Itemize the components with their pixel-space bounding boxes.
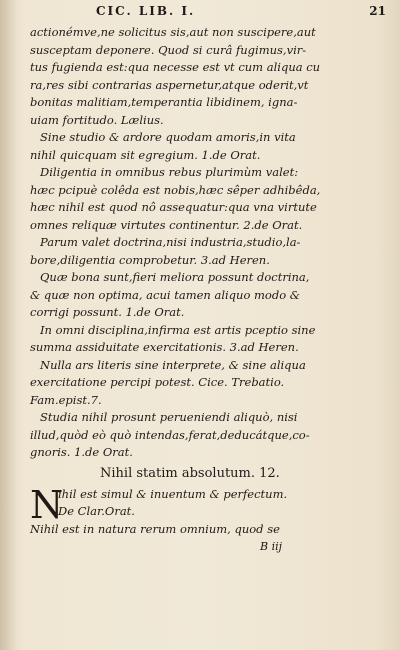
section-heading: Nihil statim absolutum. 12.: [100, 465, 280, 481]
text-line: omnes reliquæ virtutes continentur. 2.de Orat.: [30, 217, 303, 232]
text-line: illud,quòd eò quò intendas,ferat,deducátque,co-: [30, 427, 310, 442]
text-line: De Clar.Orat.: [58, 504, 135, 518]
text-line: corrigi possunt. 1.de Orat.: [30, 305, 185, 319]
drop-cap-letter: N: [30, 482, 64, 527]
text-line: susceptam deponere. Quod si curâ fugimus,vir-: [30, 42, 307, 57]
running-title: CIC. LIB. I.: [96, 4, 196, 18]
text-line: exercitatione percipi potest. Cice. Trebatio.: [30, 375, 285, 389]
text-line: Nulla ars literis sine interprete, & sine aliqua: [40, 357, 306, 372]
text-line: Quæ bona sunt,fieri meliora possunt doctrina,: [40, 270, 310, 284]
text-line: bonitas malitiam,temperantia libidinem, igna-: [30, 95, 298, 109]
text-line: actionémve,ne solicitus sis,aut non suscipere,aut: [30, 25, 316, 39]
text-line: ra,res sibi contrarias aspernetur,atque oderit,vt: [30, 77, 309, 92]
text-line: Diligentia in omnibus rebus plurimùm valet:: [40, 165, 299, 179]
text-line: Studia nihil prosunt perueniendi aliquò, nisi: [40, 410, 298, 424]
text-line: gnoris. 1.de Orat.: [30, 445, 133, 459]
text-line: & quæ non optima, acui tamen aliquo modo &: [30, 287, 301, 302]
text-line: summa assiduitate exercitationis. 3.ad Heren.: [30, 340, 299, 354]
text-line: In omni disciplina,infirma est artis pceptio sine: [40, 322, 316, 337]
text-line: uiam fortitudo. Lælius.: [30, 112, 164, 127]
drop-cap-paragraph: [30, 482, 364, 539]
text-line: hæc pcipuè colêda est nobis,hæc sêper adhibêda,: [30, 182, 321, 197]
text-line: Sine studio & ardore quodam amoris,in vita: [40, 130, 296, 144]
text-line: bore,diligentia comprobetur. 3.ad Heren.: [30, 252, 270, 267]
text-line: Parum valet doctrina,nisi industria,studio,la-: [40, 235, 301, 249]
text-line: hæc nihil est quod nô assequatur:qua vna virtute: [30, 200, 317, 214]
text-line: ihil est simul & inuentum & perfectum.: [58, 486, 288, 501]
page-number: 21: [369, 4, 386, 18]
text-line: nihil quicquam sit egregium. 1.de Orat.: [30, 147, 261, 162]
signature-mark: B iij: [260, 540, 283, 553]
text-line: Fam.epist.7.: [30, 392, 102, 407]
text-line: Nihil est in natura rerum omnium, quod se: [30, 521, 280, 536]
body-text: [30, 24, 364, 556]
page-header: [96, 4, 386, 22]
text-line: tus fugienda est:qua necesse est vt cum aliqua cu: [30, 60, 321, 74]
